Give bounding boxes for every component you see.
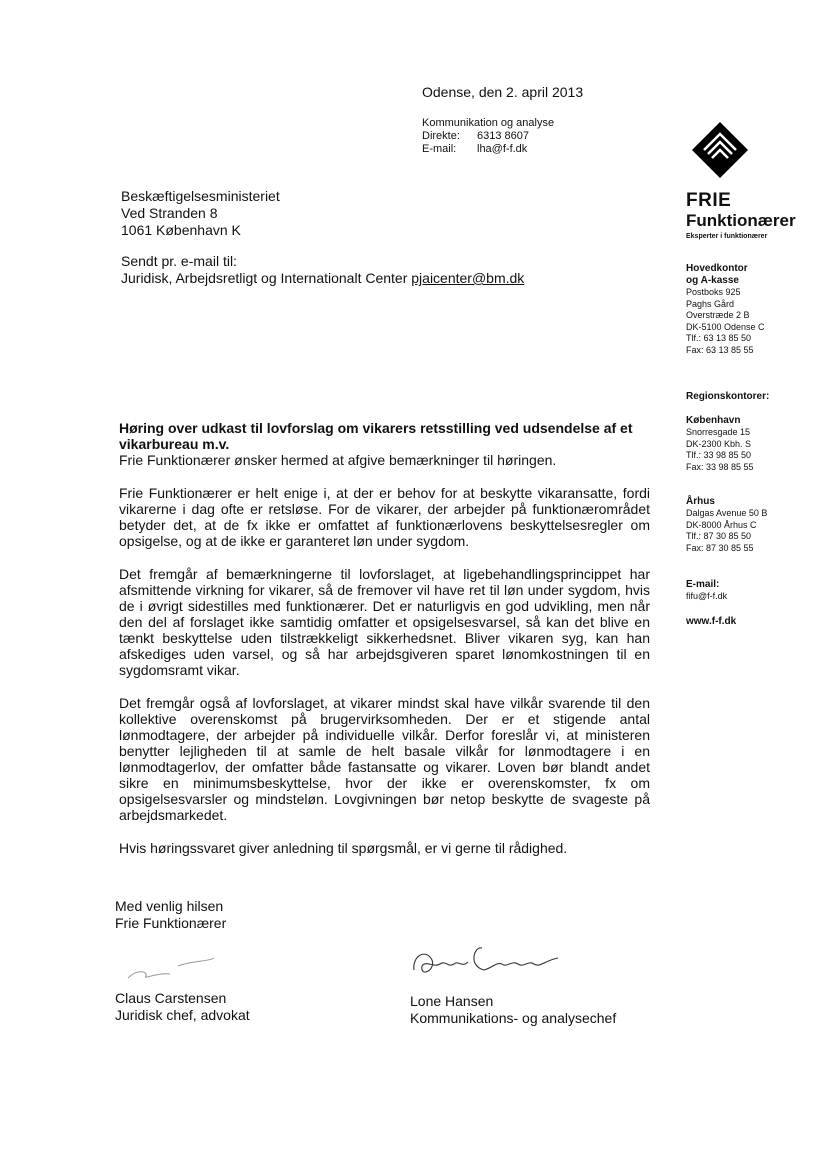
recipient-line: Beskæftigelsesministeriet [121, 188, 280, 204]
recipient-line: 1061 København K [121, 222, 241, 238]
sent-label: Sendt pr. e-mail til: [121, 253, 237, 269]
sender-contact [422, 117, 554, 156]
direct-phone: 6313 8607 [477, 130, 529, 142]
sent-recipient: Juridisk, Arbejdsretligt og Internationalt Center [121, 270, 408, 286]
closing [115, 898, 226, 932]
greeting: Med venlig hilsen [115, 898, 224, 914]
hq-line: DK-5100 Odense C [686, 321, 765, 332]
body-paragraph: Det fremgår også af lovforslaget, at vikarer mindst skal have vilkår svarende til den kollektive overenskomst på brugervirksomheden. Der er et stigende antal lønmodtagere, der arbejder på individuelle vilkår. Derfor foreslår vi, at ministeren benytter lejligheden til at samle de helt basale vilkår for lønmodtagere i en lønmodtagerlov, der omfatter både fastansatte og vikarer. Loven bør blandt andet sikre en minimumsbeskyttelse, hvor der ikke er overenskomster, fx om opsigelsesvarsler og mindsteløn. Lovgivningen bør netop beskytte de svageste på arbejdsmarkedet. [119, 695, 650, 823]
aarhus-line: Dalgas Avenue 50 B [686, 508, 768, 518]
sidebar-web [686, 616, 736, 628]
ff-diamond-logo-icon [690, 120, 750, 180]
hq-title: og A-kasse [686, 275, 739, 286]
signatory-claus [115, 990, 250, 1024]
aarhus-line: Fax: 87 30 85 55 [686, 542, 754, 553]
sidebar-aarhus [686, 496, 767, 554]
recipient-email-link[interactable]: pjaicenter@bm.dk [411, 270, 525, 286]
aarhus-line: DK-8000 Århus C [686, 519, 757, 530]
recipient-address [121, 188, 280, 239]
kbh-line: DK-2300 Kbh. S [686, 438, 752, 449]
letter-subject: Høring over udkast til lovforslag om vikarers retsstilling ved udsendelse af et vikarbureau m.v. [119, 420, 633, 452]
sent-by-email [121, 253, 524, 287]
letter-body [119, 420, 650, 873]
kbh-line: Snorresgade 15 [686, 427, 751, 437]
brand-tagline: Eksperter i funktionærer [686, 233, 768, 240]
kbh-line: Fax: 33 98 85 55 [686, 461, 754, 472]
intro-paragraph: Frie Funktionærer ønsker hermed at afgive bemærkninger til høringen. [119, 452, 557, 468]
body-paragraph: Frie Funktionærer er helt enige i, at der er behov for at beskytte vikaransatte, fordi vikarerne i dag ofte er retsløse. For de vikarer, der arbejder på funktionærområdet betyder det, at de fx ikke er omfattet af funktionærlovens beskyttelsesregler om opsigelse, og at de ikke er garanteret løn under sygdom. [119, 485, 650, 549]
brand-name-frie: FRIE [686, 190, 732, 211]
department: Kommunikation og analyse [422, 117, 555, 129]
signatory-name: Claus Carstensen [115, 990, 227, 1006]
signatory-name: Lone Hansen [410, 993, 494, 1009]
signatory-lone [410, 993, 616, 1027]
brand-name-funktionaerer: Funktionærer [686, 211, 796, 230]
hq-line: Fax: 63 13 85 55 [686, 344, 754, 355]
aarhus-title: Århus [686, 496, 715, 507]
signatory-title: Juridisk chef, advokat [115, 1007, 250, 1023]
sender-email: lha@f-f.dk [477, 143, 528, 155]
signature-claus-image [118, 950, 218, 985]
kbh-title: København [686, 415, 741, 426]
hq-line: Tlf.: 63 13 85 50 [686, 333, 752, 343]
hq-line: Postboks 925 [686, 287, 741, 297]
body-paragraph: Det fremgår af bemærkningerne til lovforslaget, at ligebehandlingsprincippet har afsmittende virkning for vikarer, så de fremover vil have ret til løn under sygdom, hvis de i øvrigt sidestilles med funktionærer. Det er naturligvis en god udvikling, men når den del af forslaget ikke samtidig omfatter et opsigelsesvarsel, så kan det blive en tænkt beskyttelse uden tilstrækkeligt sikkerhedsnet. Bliver vikaren syg, kan han afskediges uden varsel, og så har arbejdsgiveren sparet lønomkostningen til en sygdomsramt vikar. [119, 566, 650, 678]
signature-lone-image [408, 938, 578, 983]
signatory-title: Kommunikations- og analysechef [410, 1010, 617, 1026]
org-email[interactable]: fifu@f-f.dk [686, 591, 728, 601]
aarhus-line: Tlf.: 87 30 85 50 [686, 531, 752, 541]
direct-label: Direkte: [422, 130, 460, 142]
closing-org: Frie Funktionærer [115, 915, 227, 931]
email-label: E-mail: [422, 143, 457, 155]
kbh-line: Tlf.: 33 98 85 50 [686, 450, 752, 460]
letter-date: Odense, den 2. april 2013 [422, 84, 584, 100]
hq-title: Hovedkontor [686, 263, 748, 274]
email-title: E-mail: [686, 579, 720, 590]
regions-title: Regionskontorer: [686, 391, 770, 402]
sidebar-email [686, 579, 727, 603]
hq-line: Paghs Gård [686, 298, 735, 309]
recipient-line: Ved Stranden 8 [121, 205, 218, 221]
sidebar-kbh [686, 415, 754, 473]
hq-line: Overstræde 2 B [686, 310, 750, 320]
sidebar-hq [686, 263, 765, 356]
org-website[interactable]: www.f-f.dk [686, 616, 737, 627]
body-paragraph: Hvis høringssvaret giver anledning til spørgsmål, er vi gerne til rådighed. [119, 840, 568, 856]
sidebar-regions [686, 391, 769, 403]
